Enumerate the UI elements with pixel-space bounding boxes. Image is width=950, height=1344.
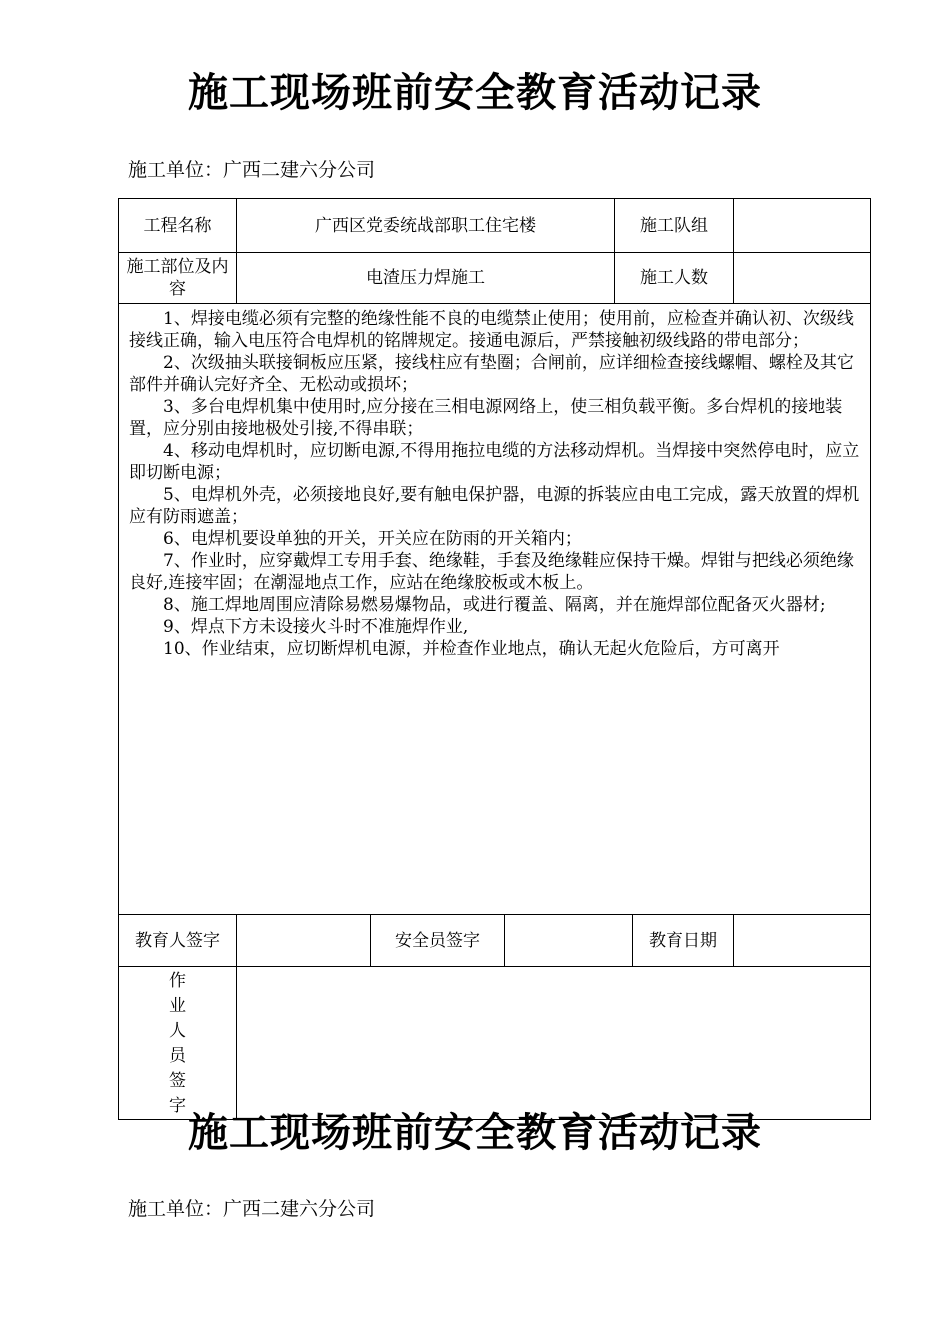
worker-sign-label-cell: [119, 967, 237, 1120]
content-item-9: 9、焊点下方未设接火斗时不准施焊作业,: [163, 617, 469, 637]
safety-officer-sign-label: 安全员签字: [371, 915, 505, 967]
project-name-label: 工程名称: [119, 199, 237, 253]
construction-unit-repeat: 施工单位：广西二建六分公司: [128, 1198, 376, 1220]
safety-record-table: [118, 198, 871, 1120]
education-date-field[interactable]: [734, 915, 871, 967]
content-item-2: 2、次级抽头联接铜板应压紧，接线柱应有垫圈；合闸前，应详细检查接线螺帽、螺栓及其它部件并确认完好齐全、无松动或损坏；: [129, 353, 854, 395]
location-value: 电渣压力焊施工: [237, 253, 615, 304]
educator-sign-field[interactable]: [237, 915, 371, 967]
document-title-repeat: 施工现场班前安全教育活动记录: [188, 1109, 762, 1156]
worker-sign-field[interactable]: [237, 967, 871, 1120]
team-label: 施工队组: [615, 199, 734, 253]
content-item-8: 8、施工焊地周围应清除易燃易爆物品，或进行覆盖、隔离，并在施焊部位配备灭火器材;: [163, 595, 826, 615]
team-value[interactable]: [734, 199, 871, 253]
content-item-10: 10、作业结束，应切断焊机电源，并检查作业地点，确认无起火危险后，方可离开: [163, 639, 780, 659]
worker-count-value[interactable]: [734, 253, 871, 304]
content-item-5: 5、电焊机外壳，必须接地良好,要有触电保护器，电源的拆装应由电工完成，露天放置的焊机应有防雨遮盖；: [129, 485, 860, 527]
construction-unit: 施工单位：广西二建六分公司: [128, 159, 376, 181]
content-item-6: 6、电焊机要设单独的开关，开关应在防雨的开关箱内；: [163, 529, 582, 549]
worker-sign-label: 作业人员签字: [169, 971, 186, 1116]
content-item-7: 7、作业时，应穿戴焊工专用手套、绝缘鞋，手套及绝缘鞋应保持干燥。焊钳与把线必须绝缘良好,连接牢固；在潮湿地点工作，应站在绝缘胶板或木板上。: [129, 551, 854, 593]
content-item-4: 4、移动电焊机时，应切断电源,不得用拖拉电缆的方法移动焊机。当焊接中突然停电时，应立即切断电源；: [129, 441, 860, 483]
education-date-label: 教育日期: [633, 915, 734, 967]
education-content: [119, 304, 871, 915]
location-label: 施工部位及内容: [119, 253, 237, 304]
educator-sign-label: 教育人签字: [119, 915, 237, 967]
safety-officer-sign-field[interactable]: [505, 915, 633, 967]
project-name-value: 广西区党委统战部职工住宅楼: [237, 199, 615, 253]
document-title: 施工现场班前安全教育活动记录: [188, 69, 762, 116]
worker-count-label: 施工人数: [615, 253, 734, 304]
content-item-3: 3、多台电焊机集中使用时,应分接在三相电源网络上，使三相负载平衡。多台焊机的接地装置，应分别由接地极处引接,不得串联；: [129, 397, 843, 439]
content-item-1: 1、焊接电缆必须有完整的绝缘性能不良的电缆禁止使用；使用前，应检查并确认初、次级线接线正确，输入电压符合电焊机的铭牌规定。接通电源后，严禁接触初级线路的带电部分；: [129, 309, 854, 351]
